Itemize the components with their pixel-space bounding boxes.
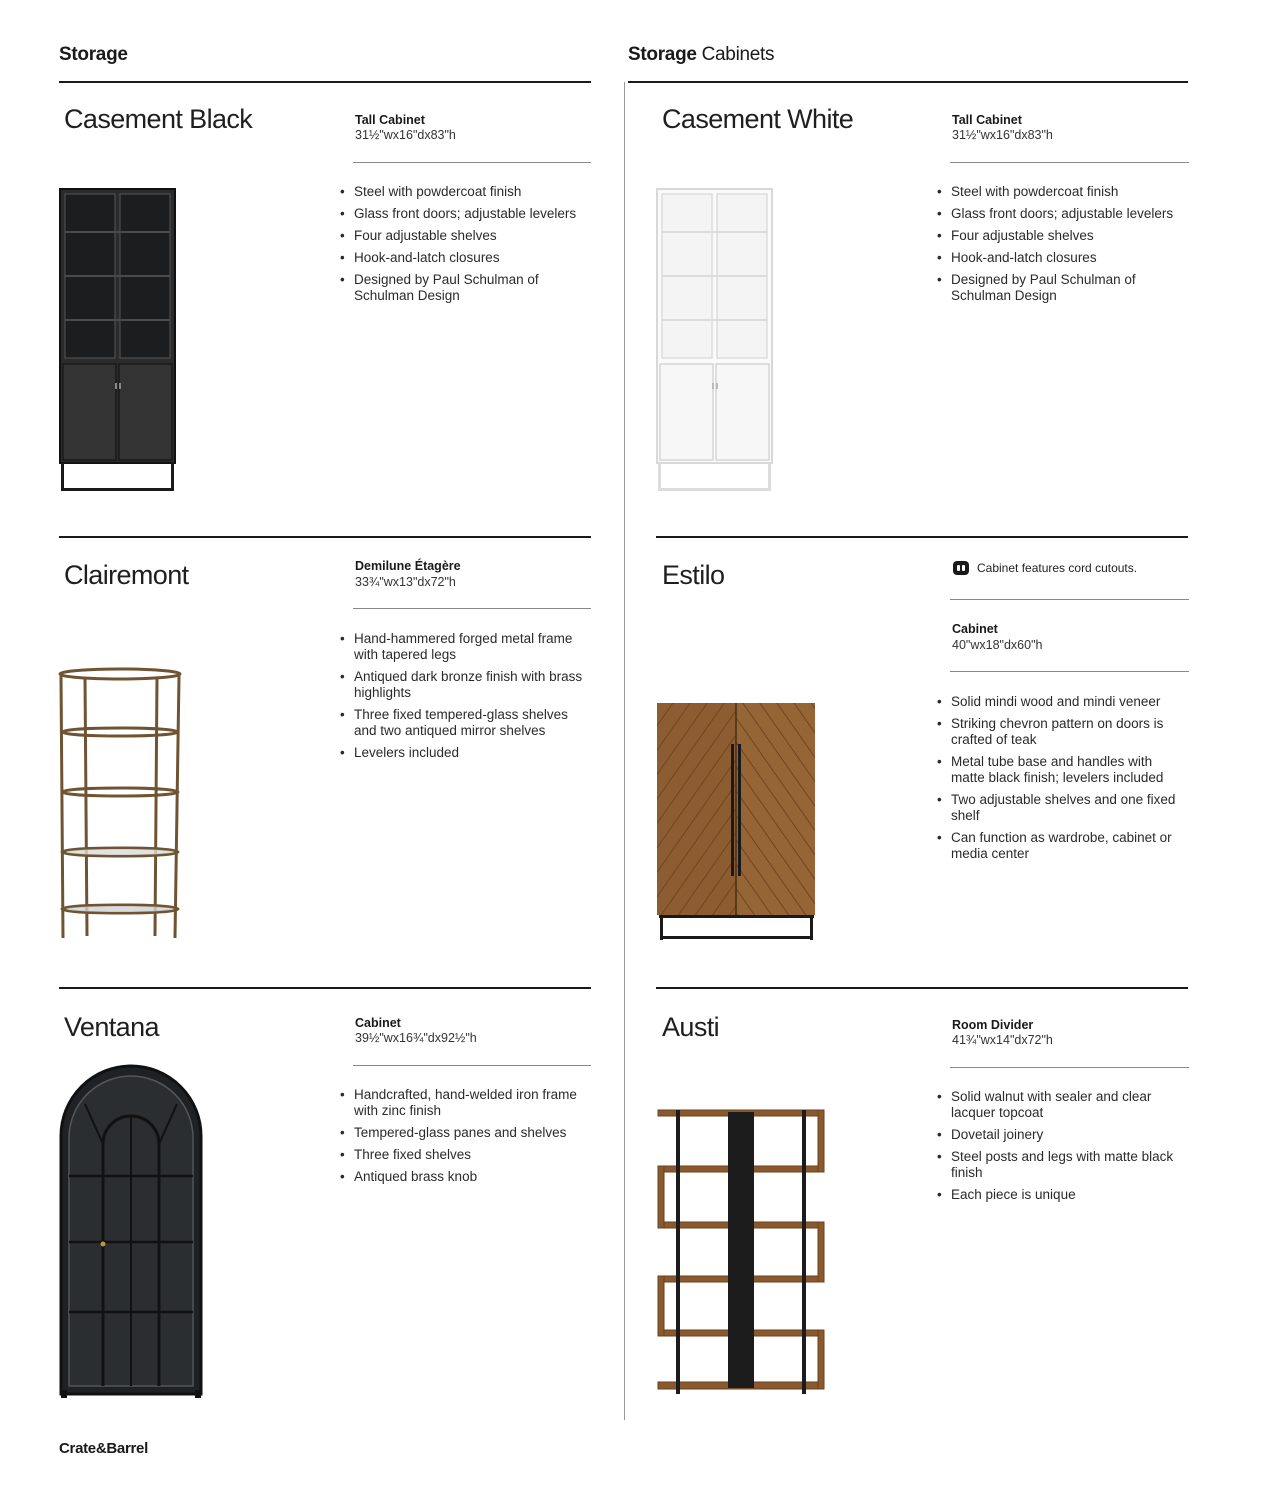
feature-item: • Two adjustable shelves and one fixed shelf: [937, 792, 1189, 824]
header-bold: Storage: [59, 44, 128, 65]
spec-rule: [950, 162, 1189, 163]
feature-item: • Antiqued brass knob: [340, 1169, 592, 1185]
product-dimensions: 31½"wx16"dx83"h: [952, 128, 1053, 142]
section-header-left: [59, 44, 128, 66]
feature-item: • Metal tube base and handles with matte black finish; levelers included: [937, 754, 1189, 786]
feature-item: • Four adjustable shelves: [937, 228, 1189, 244]
column-divider: [624, 82, 625, 1420]
feature-item: • Solid walnut with sealer and clear lacquer topcoat: [937, 1089, 1189, 1121]
feature-list: [937, 184, 1189, 310]
feature-item: • Steel with powdercoat finish: [340, 184, 590, 200]
feature-list: [937, 694, 1189, 868]
row-rule: [59, 987, 591, 989]
feature-list: [340, 184, 590, 310]
feature-item: • Four adjustable shelves: [340, 228, 590, 244]
product-dimensions: 40"wx18"dx60"h: [952, 638, 1043, 652]
cord-cutout-note: [953, 561, 1137, 575]
feature-list: [340, 631, 592, 767]
clairemont-etagere-image: [57, 666, 185, 942]
product-dimensions: 39½"wx16¾"dx92½"h: [355, 1031, 477, 1045]
row-rule: [59, 536, 591, 538]
spec-rule: [353, 1065, 591, 1066]
feature-item: • Hook-and-latch closures: [937, 250, 1189, 266]
feature-item: • Hand-hammered forged metal frame with tapered legs: [340, 631, 592, 663]
feature-item: • Antiqued dark bronze finish with brass highlights: [340, 669, 592, 701]
spec-rule: [950, 1067, 1189, 1068]
product-type: Room Divider: [952, 1018, 1034, 1032]
product-dimensions: 41¾"wx14"dx72"h: [952, 1033, 1053, 1047]
feature-item: • Tempered-glass panes and shelves: [340, 1125, 592, 1141]
product-name: Ventana: [64, 1012, 159, 1042]
note-text: Cabinet features cord cutouts.: [977, 561, 1138, 575]
header-rest: Cabinets: [696, 44, 775, 65]
ventana-arched-cabinet-image: [59, 1064, 203, 1398]
top-rule-left: [59, 81, 591, 83]
spec-rule: [950, 671, 1189, 672]
product-name: Casement White: [662, 104, 854, 134]
product-type: Cabinet: [355, 1016, 401, 1030]
product-name: Austi: [662, 1012, 720, 1042]
feature-item: • Steel with powdercoat finish: [937, 184, 1189, 200]
product-name: Casement Black: [64, 104, 253, 134]
product-type: Tall Cabinet: [952, 113, 1022, 127]
feature-item: • Solid mindi wood and mindi veneer: [937, 694, 1189, 710]
feature-item: • Hook-and-latch closures: [340, 250, 590, 266]
casement-white-cabinet-image: [656, 188, 774, 492]
feature-item: • Glass front doors; adjustable levelers: [937, 206, 1189, 222]
feature-item: • Glass front doors; adjustable levelers: [340, 206, 590, 222]
feature-item: • Each piece is unique: [937, 1187, 1189, 1203]
feature-item: • Steel posts and legs with matte black finish: [937, 1149, 1189, 1181]
top-rule-right: [628, 81, 1188, 83]
product-type: Demilune Étagère: [355, 559, 461, 573]
feature-item: • Three fixed shelves: [340, 1147, 592, 1163]
product-type: Tall Cabinet: [355, 113, 425, 127]
austi-room-divider-image: [656, 1108, 826, 1394]
feature-item: • Three fixed tempered-glass shelves and two antiqued mirror shelves: [340, 707, 592, 739]
feature-item: • Dovetail joinery: [937, 1127, 1189, 1143]
feature-item: • Can function as wardrobe, cabinet or media center: [937, 830, 1189, 862]
product-dimensions: 33¾"wx13"dx72"h: [355, 575, 456, 589]
product-dimensions: 31½"wx16"dx83"h: [355, 128, 456, 142]
spec-rule: [353, 162, 591, 163]
feature-item: • Handcrafted, hand-welded iron frame with zinc finish: [340, 1087, 592, 1119]
product-type: Cabinet: [952, 622, 998, 636]
feature-item: • Levelers included: [340, 745, 592, 761]
cord-cutout-icon: [953, 561, 969, 575]
spec-rule: [353, 608, 591, 609]
brand-logo: Crate&Barrel: [59, 1440, 148, 1457]
spec-rule: [950, 599, 1189, 600]
product-name: Estilo: [662, 560, 725, 590]
section-header-right: [628, 44, 774, 66]
feature-item: • Designed by Paul Schulman of Schulman Design: [340, 272, 590, 304]
feature-item: • Striking chevron pattern on doors is crafted of teak: [937, 716, 1189, 748]
casement-black-cabinet-image: [59, 188, 177, 492]
row-rule: [656, 536, 1188, 538]
product-name: Clairemont: [64, 560, 189, 590]
header-bold: Storage: [628, 44, 697, 65]
feature-list: [937, 1089, 1189, 1209]
feature-list: [340, 1087, 592, 1191]
feature-item: • Designed by Paul Schulman of Schulman Design: [937, 272, 1189, 304]
row-rule: [656, 987, 1188, 989]
estilo-cabinet-image: [656, 702, 818, 942]
